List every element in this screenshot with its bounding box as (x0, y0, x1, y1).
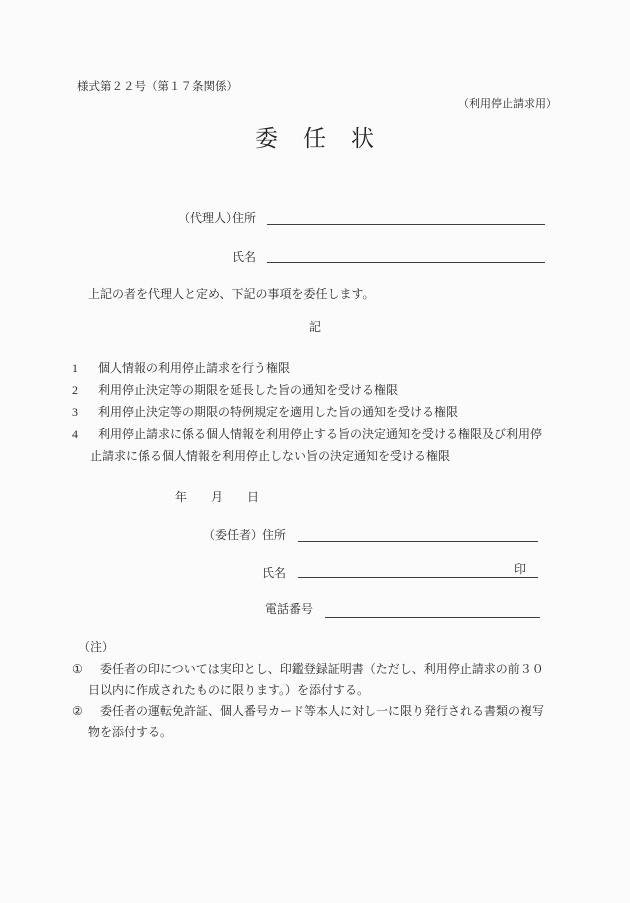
item-number: 4 (72, 427, 78, 441)
form-number: 様式第２２号（第１７条関係） (77, 81, 238, 93)
document-title: 委 任 状 (255, 126, 375, 151)
notes-list (72, 659, 544, 743)
note-item (72, 701, 544, 743)
note-number: ② (72, 704, 83, 718)
principal-name-label: 氏名 (262, 566, 287, 580)
agent-party-label: （代理人） (178, 211, 239, 225)
notes-heading: （注） (78, 640, 115, 654)
principal-party-label: （委任者） (203, 528, 264, 542)
list-item (72, 423, 542, 467)
principal-phone-input-line[interactable] (325, 601, 540, 618)
agent-name-input-line[interactable] (267, 246, 545, 263)
note-text: 委任者の印については実印とし、印鑑登録証明書（ただし、利用停止請求の前３０日以内に作成されたものに限ります。）を添付する。 (88, 662, 544, 697)
item-number: 1 (72, 361, 78, 375)
item-text: 利用停止請求に係る個人情報を利用停止する旨の決定通知を受ける権限及び利用停止請求に係る個人情報を利用停止しない旨の決定通知を受ける権限 (90, 427, 543, 463)
principal-name-input-line[interactable] (298, 561, 538, 578)
list-item (72, 401, 542, 423)
list-item (72, 379, 542, 401)
record-marker: 記 (308, 320, 321, 334)
date-line: 年 月 日 (175, 490, 260, 504)
note-text: 委任者の運転免許証、個人番号カード等本人に対し一に限り発行される書類の複写物を添付する。 (88, 704, 545, 739)
principal-address-input-line[interactable] (298, 525, 538, 542)
list-item (72, 357, 542, 379)
item-text: 利用停止決定等の期限を延長した旨の通知を受ける権限 (98, 383, 399, 397)
agent-address-input-line[interactable] (267, 208, 545, 225)
delegated-items-list (72, 357, 542, 467)
item-text: 利用停止決定等の期限の特例規定を適用した旨の通知を受ける権限 (98, 405, 459, 419)
note-item (72, 659, 544, 701)
usage-note: （利用停止請求用） (458, 98, 557, 110)
note-number: ① (72, 662, 83, 676)
seal-mark: 印 (513, 562, 526, 576)
principal-address-label: 住所 (262, 528, 287, 542)
principal-phone-label: 電話番号 (265, 602, 314, 616)
item-text: 個人情報の利用停止請求を行う権限 (98, 361, 291, 375)
item-number: 2 (72, 383, 78, 397)
delegation-statement: 上記の者を代理人と定め、下記の事項を委任します。 (88, 287, 375, 301)
agent-name-label: 氏名 (232, 250, 257, 264)
agent-address-label: 住所 (232, 211, 257, 225)
item-number: 3 (72, 405, 78, 419)
